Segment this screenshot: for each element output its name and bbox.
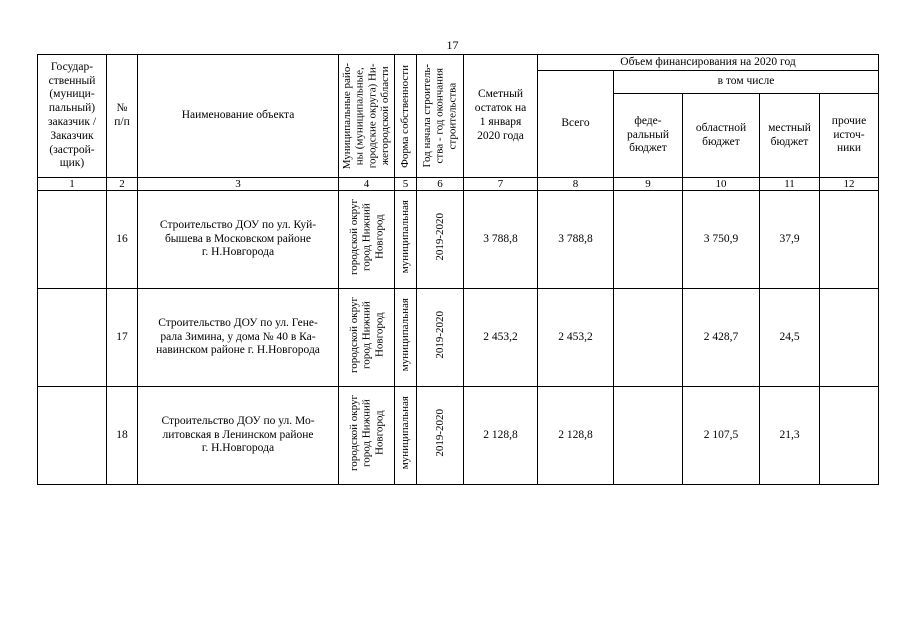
row-ownership: муниципальная [395,289,417,387]
row-index: 17 [107,289,138,387]
row-federal [614,191,683,289]
row-years: 2019-2020 [417,289,464,387]
header-years: Год начала строитель- ства - год окончания строительства [417,55,464,178]
header-local: местный бюджет [760,94,820,178]
row-ownership: муниципальная [395,191,417,289]
header-object-name: Наименование объекта [138,55,339,178]
column-number: 11 [760,178,820,191]
column-number: 3 [138,178,339,191]
row-years: 2019-2020 [417,191,464,289]
row-total: 2 128,8 [538,387,614,485]
row-other [820,387,879,485]
header-other: прочие источ- ники [820,94,879,178]
column-number: 10 [683,178,760,191]
column-number: 9 [614,178,683,191]
header-estimate: Сметный остаток на 1 января 2020 года [464,55,538,178]
row-estimate: 2 453,2 [464,289,538,387]
row-district: городской округ город Нижний Новгород [339,191,395,289]
row-other [820,191,879,289]
row-other [820,289,879,387]
row-regional: 2 428,7 [683,289,760,387]
header-total: Всего [538,71,614,178]
row-federal [614,289,683,387]
row-local: 37,9 [760,191,820,289]
row-regional: 2 107,5 [683,387,760,485]
row-federal [614,387,683,485]
row-total: 3 788,8 [538,191,614,289]
row-local: 24,5 [760,289,820,387]
row-district: городской округ город Нижний Новгород [339,387,395,485]
row-customer [38,387,107,485]
row-estimate: 3 788,8 [464,191,538,289]
row-total: 2 453,2 [538,289,614,387]
header-financing: Объем финансирования на 2020 год [538,55,879,71]
row-district: городской округ город Нижний Новгород [339,289,395,387]
header-row-1 [38,55,879,71]
column-number: 4 [339,178,395,191]
header-district: Муниципальные райо- ны (муниципальные, городские округа) Ни- жегородской области [339,55,395,178]
table-row [38,191,879,289]
column-number: 12 [820,178,879,191]
row-index: 16 [107,191,138,289]
row-object-name: Строительство ДОУ по ул. Мо- литовская в Ленинском районе г. Н.Новгорода [138,387,339,485]
row-local: 21,3 [760,387,820,485]
header-customer: Государ- ственный (муници- пальный) заказчик / Заказчик (застрой- щик) [38,55,107,178]
row-years: 2019-2020 [417,387,464,485]
row-index: 18 [107,387,138,485]
table-row [38,387,879,485]
row-customer [38,191,107,289]
row-estimate: 2 128,8 [464,387,538,485]
column-number: 8 [538,178,614,191]
header-ownership: Форма собственности [395,55,417,178]
column-number: 1 [38,178,107,191]
row-ownership: муниципальная [395,387,417,485]
column-number: 2 [107,178,138,191]
page-number: 17 [446,38,459,52]
header-index: № п/п [107,55,138,178]
column-number-row [38,178,879,191]
header-including: в том числе [614,71,879,94]
row-regional: 3 750,9 [683,191,760,289]
row-object-name: Строительство ДОУ по ул. Куй- бышева в Московском районе г. Н.Новгорода [138,191,339,289]
table-row [38,289,879,387]
column-number: 5 [395,178,417,191]
column-number: 6 [417,178,464,191]
header-federal: феде- ральный бюджет [614,94,683,178]
column-number: 7 [464,178,538,191]
row-customer [38,289,107,387]
row-object-name: Строительство ДОУ по ул. Гене- рала Зимина, у дома № 40 в Ка- навинском районе г. Н.Новгорода [138,289,339,387]
header-regional: областной бюджет [683,94,760,178]
financing-table [37,54,879,485]
